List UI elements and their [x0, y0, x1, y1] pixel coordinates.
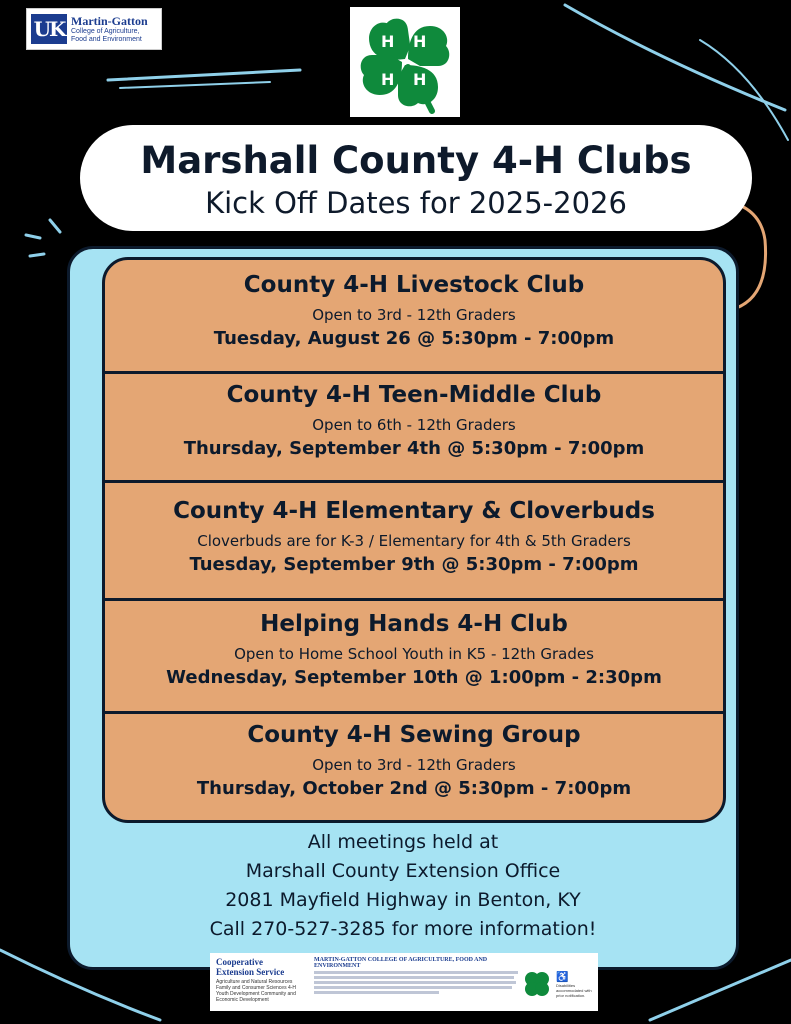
section-divider [105, 371, 723, 374]
club-section-elementary-cloverbuds [105, 498, 723, 575]
uk-logo-line3: Food and Environment [71, 36, 142, 43]
small-4h-clover-icon [522, 969, 552, 999]
footer-line-office: Marshall County Extension Office [245, 860, 561, 882]
uk-logo-mark: UK [31, 14, 67, 44]
club-audience: Cloverbuds are for K-3 / Elementary for 4th & 5th Graders [197, 532, 631, 550]
club-name: County 4-H Livestock Club [243, 272, 585, 298]
ces-title-line2: Extension Service [216, 967, 285, 977]
club-section-sewing [105, 722, 723, 799]
page-subtitle: Kick Off Dates for 2025-2026 [205, 186, 627, 220]
club-audience: Open to Home School Youth in K5 - 12th Grades [234, 645, 594, 663]
club-name: County 4-H Elementary & Cloverbuds [173, 498, 655, 524]
section-divider [105, 598, 723, 601]
club-schedule-panel [102, 257, 726, 823]
accessibility-text: Disabilities accommodated with prior notification. [556, 983, 592, 998]
footer-line-address: 2081 Mayfield Highway in Benton, KY [225, 889, 581, 911]
section-divider [105, 480, 723, 483]
club-meeting-time: Tuesday, September 9th @ 5:30pm - 7:00pm [189, 554, 639, 575]
footer-line-phone: Call 270-527-3285 for more information! [209, 918, 597, 940]
cooperative-extension-logo [216, 957, 308, 1003]
svg-text:H: H [381, 32, 395, 51]
club-name: County 4-H Sewing Group [247, 722, 581, 748]
club-audience: Open to 3rd - 12th Graders [312, 306, 516, 324]
college-name: MARTIN-GATTON COLLEGE OF AGRICULTURE, FOOD AND ENVIRONMENT [314, 957, 488, 969]
page-title: Marshall County 4-H Clubs [140, 139, 692, 182]
disclaimer-text-lines [314, 971, 522, 994]
club-audience: Open to 6th - 12th Graders [312, 416, 516, 434]
club-audience: Open to 3rd - 12th Graders [312, 756, 516, 774]
college-disclaimer [314, 957, 522, 994]
svg-text:H: H [413, 70, 427, 89]
ces-title-line1: Cooperative [216, 957, 263, 967]
svg-text:H: H [381, 70, 395, 89]
footer-line-intro: All meetings held at [307, 831, 499, 853]
club-section-livestock [105, 272, 723, 349]
uk-college-logo [26, 8, 162, 50]
svg-text:H: H [413, 32, 427, 51]
club-meeting-time: Thursday, October 2nd @ 5:30pm - 7:00pm [196, 778, 632, 799]
ces-program-areas: Agriculture and Natural Resources Family and Consumer Sciences 4-H Youth Development Community and Economic Development [216, 979, 297, 1003]
club-meeting-time: Tuesday, August 26 @ 5:30pm - 7:00pm [213, 328, 615, 349]
club-name: County 4-H Teen-Middle Club [226, 382, 602, 408]
wheelchair-icon: ♿ [556, 972, 569, 983]
club-name: Helping Hands 4-H Club [260, 611, 568, 637]
club-meeting-time: Thursday, September 4th @ 5:30pm - 7:00pm [183, 438, 645, 459]
club-section-helping-hands [105, 611, 723, 688]
uk-logo-line1: Martin-Gatton [71, 14, 148, 28]
title-banner [80, 125, 752, 231]
extension-credit-strip [210, 953, 598, 1011]
club-meeting-time: Wednesday, September 10th @ 1:00pm - 2:30pm [166, 667, 662, 688]
club-section-teen-middle [105, 382, 723, 459]
meeting-location-info [67, 828, 739, 944]
four-leaf-clover-4h-icon [350, 7, 460, 117]
accessibility-note [556, 973, 592, 998]
uk-logo-line2: College of Agriculture, [71, 28, 140, 35]
uk-logo-text [71, 15, 148, 43]
section-divider [105, 711, 723, 714]
